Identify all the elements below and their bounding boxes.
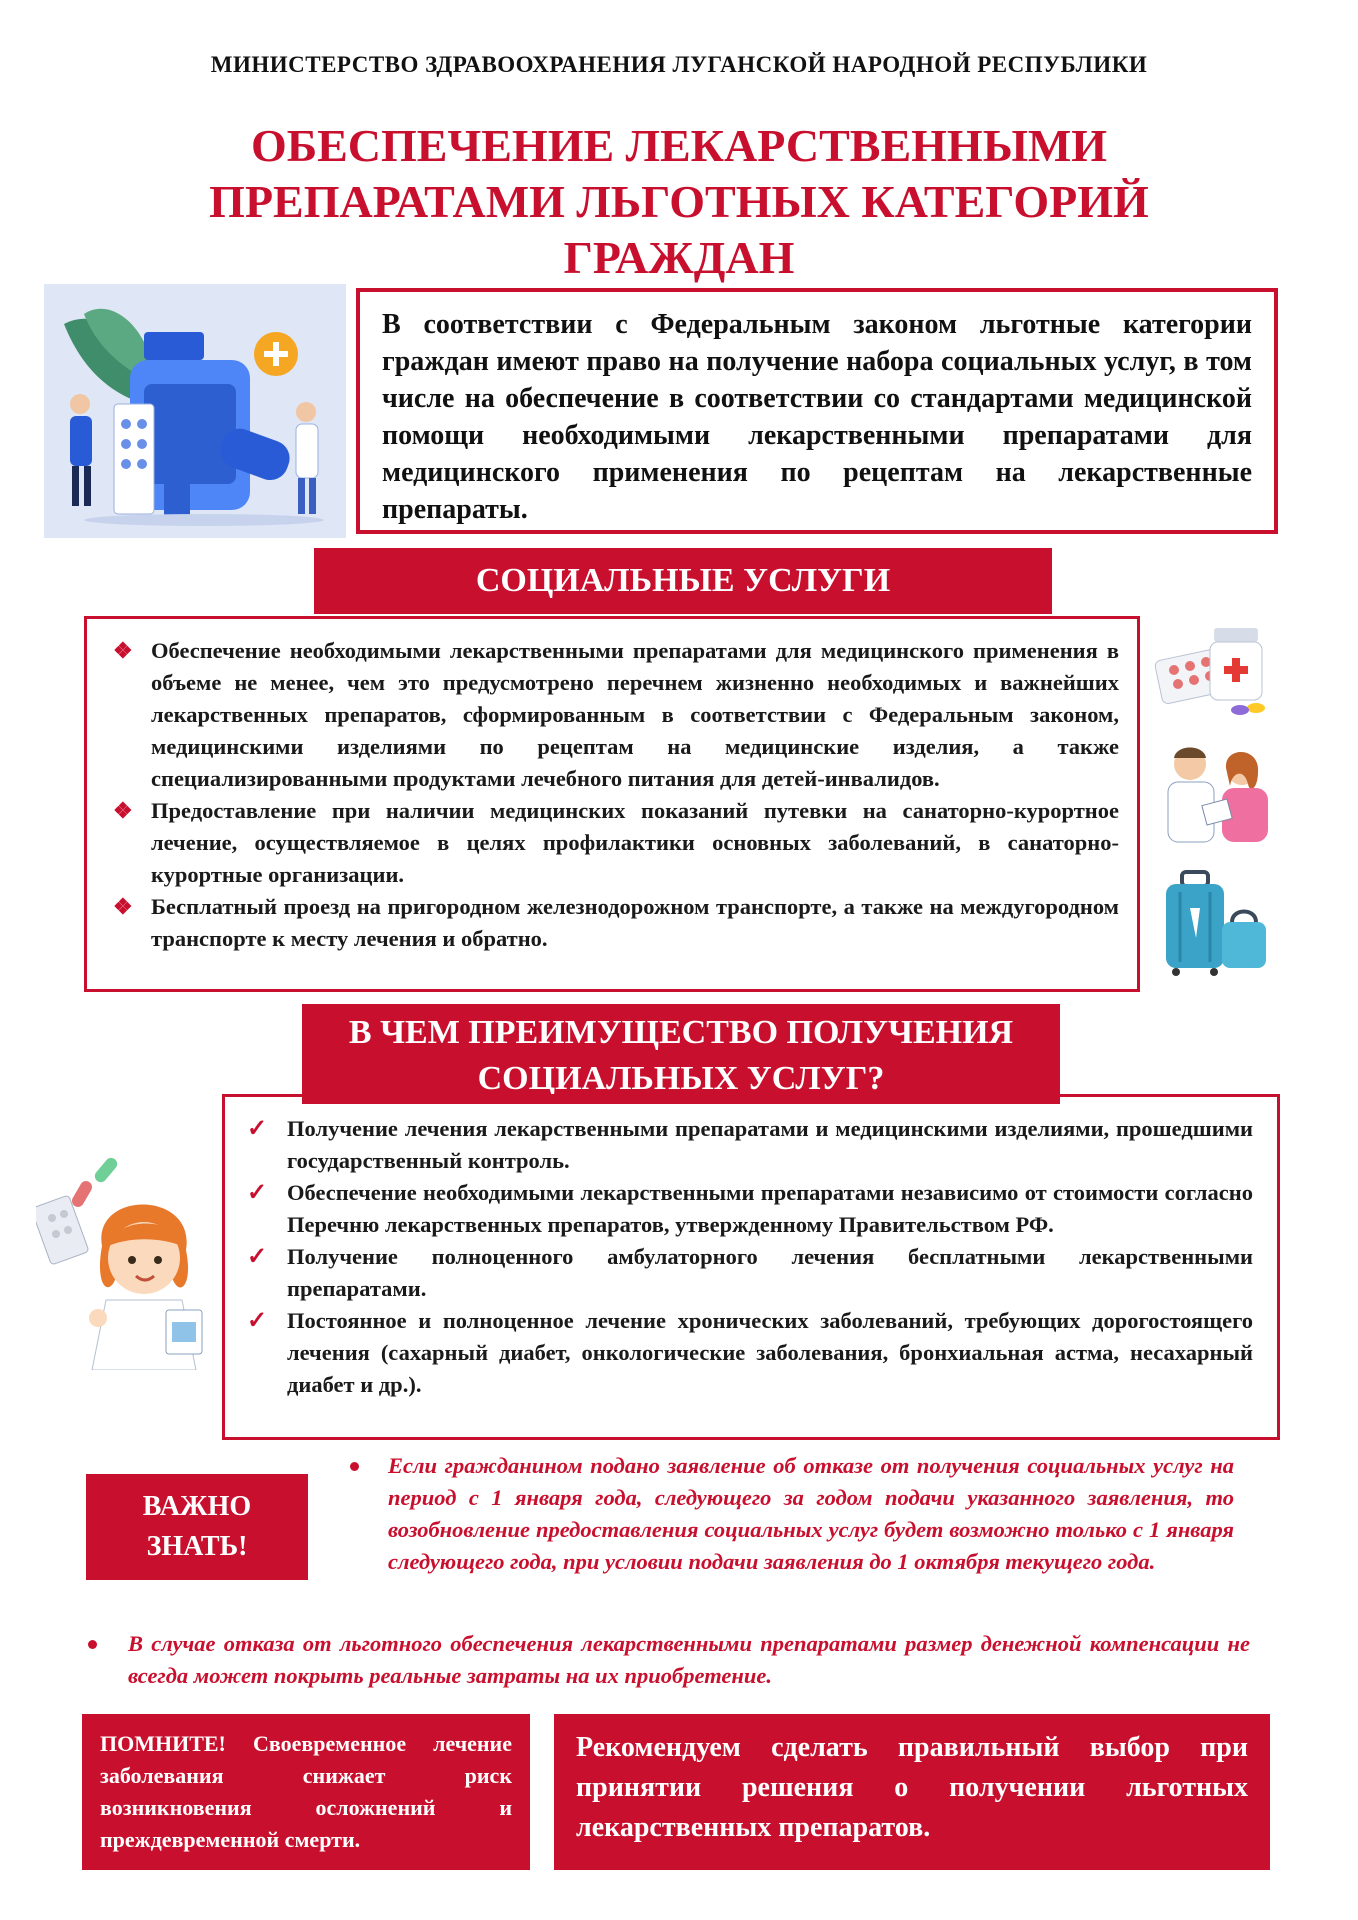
list-item: ✓ Получение полноценного амбулаторного лечения бесплатными лекарственными препаратами. <box>247 1241 1253 1305</box>
ministry-header: МИНИСТЕРСТВО ЗДРАВООХРАНЕНИЯ ЛУГАНСКОЙ НАРОДНОЙ РЕСПУБЛИКИ <box>210 52 1148 77</box>
bullet-dot-icon <box>88 1640 97 1649</box>
pharmacy-illustration <box>44 284 346 538</box>
recommend-box: Рекомендуем сделать правильный выбор при принятии решения о получении льготных лекарственных препаратов. <box>554 1714 1270 1870</box>
luggage-illustration <box>1152 868 1280 978</box>
compensation-note: В случае отказа от льготного обеспечения лекарственными препаратами размер денежной компенсации не всегда может покрыть реальные затраты на их приобретение. <box>128 1631 1250 1688</box>
heading-line: В ЧЕМ ПРЕИМУЩЕСТВО ПОЛУЧЕНИЯ <box>348 1014 1014 1051</box>
checkmark-icon: ✓ <box>247 1244 268 1270</box>
social-services-list <box>113 635 1119 955</box>
intro-text: В соответствии с Федеральным законом льготные категории граждан имеют право на получение набора социальных услуг, в том числе на обеспечение в соответствии со стандартами медицинской помощи необходимыми лекарственными препаратами для медицинского применения по рецептам на лекарственные препараты. <box>382 309 1252 525</box>
checkmark-icon: ✓ <box>247 1308 268 1334</box>
diamond-bullet-icon: ❖ <box>113 638 133 663</box>
important-note: Если гражданином подано заявление об отказе от получения социальных услуг на период с 1 января года, следующего за годом подачи указанного заявления, то возобновление предоставления социальных услуг будет возможно только с 1 января следующего года, при условии подачи заявления до 1 октября текущего года. <box>388 1453 1234 1574</box>
bullet-dot-icon <box>350 1462 359 1471</box>
title-line: ПРЕПАРАТАМИ ЛЬГОТНЫХ КАТЕГОРИЙ <box>209 176 1149 227</box>
pills-illustration <box>1152 618 1280 718</box>
checkmark-icon: ✓ <box>247 1116 268 1142</box>
remember-box: ПОМНИТЕ! Своевременное лечение заболевания снижает риск возникновения осложнений и преждевременной смерти. <box>82 1714 530 1870</box>
advantages-box <box>222 1094 1280 1440</box>
list-item: ✓ Обеспечение необходимыми лекарственными препаратами независимо от стоимости согласно Перечню лекарственных препаратов, утвержденному Правительством РФ. <box>247 1177 1253 1241</box>
title-line: ОБЕСПЕЧЕНИЕ ЛЕКАРСТВЕННЫМИ <box>250 120 1108 171</box>
list-item: ❖ Бесплатный проезд на пригородном железнодорожном транспорте, а также на междугородном транспорте к месту лечения и обратно. <box>113 891 1119 955</box>
diamond-bullet-icon: ❖ <box>113 798 133 823</box>
advantages-heading <box>302 1004 1060 1104</box>
important-line: ЗНАТЬ! <box>146 1531 248 1562</box>
intro-box <box>356 288 1278 534</box>
diamond-bullet-icon: ❖ <box>113 894 133 919</box>
social-services-box <box>84 616 1140 992</box>
checkmark-icon: ✓ <box>247 1180 268 1206</box>
list-item: ✓ Получение лечения лекарственными препаратами и медицинскими изделиями, прошедшими государственный контроль. <box>247 1113 1253 1177</box>
social-services-heading: СОЦИАЛЬНЫЕ УСЛУГИ <box>314 548 1052 614</box>
doctor-patient-illustration <box>1152 738 1280 846</box>
important-line: ВАЖНО <box>142 1491 252 1522</box>
pharmacist-girl-illustration <box>36 1150 216 1370</box>
page-title <box>150 118 1208 286</box>
list-item: ✓ Постоянное и полноценное лечение хронических заболеваний, требующих дорогостоящего лечения (сахарный диабет, онкологические заболевания, бронхиальная астма, несахарный диабет и др.). <box>247 1305 1253 1401</box>
list-item: ❖ Обеспечение необходимыми лекарственными препаратами для медицинского применения в объеме не менее, чем это предусмотрено перечнем жизненно необходимых и важнейших лекарственных препаратов, сформированным в соответствии с Федеральным законом, медицинскими изделиями по рецептам на медицинские изделия, а также специализированными продуктами лечебного питания для детей-инвалидов. <box>113 635 1119 795</box>
advantages-list <box>247 1113 1253 1401</box>
heading-line: СОЦИАЛЬНЫХ УСЛУГ? <box>477 1060 885 1097</box>
title-line: ГРАЖДАН <box>563 232 795 283</box>
important-label <box>86 1474 308 1580</box>
list-item: ❖ Предоставление при наличии медицинских показаний путевки на санаторно-курортное лечение, осуществляемое в целях профилактики основных заболеваний, в санаторно-курортные организации. <box>113 795 1119 891</box>
